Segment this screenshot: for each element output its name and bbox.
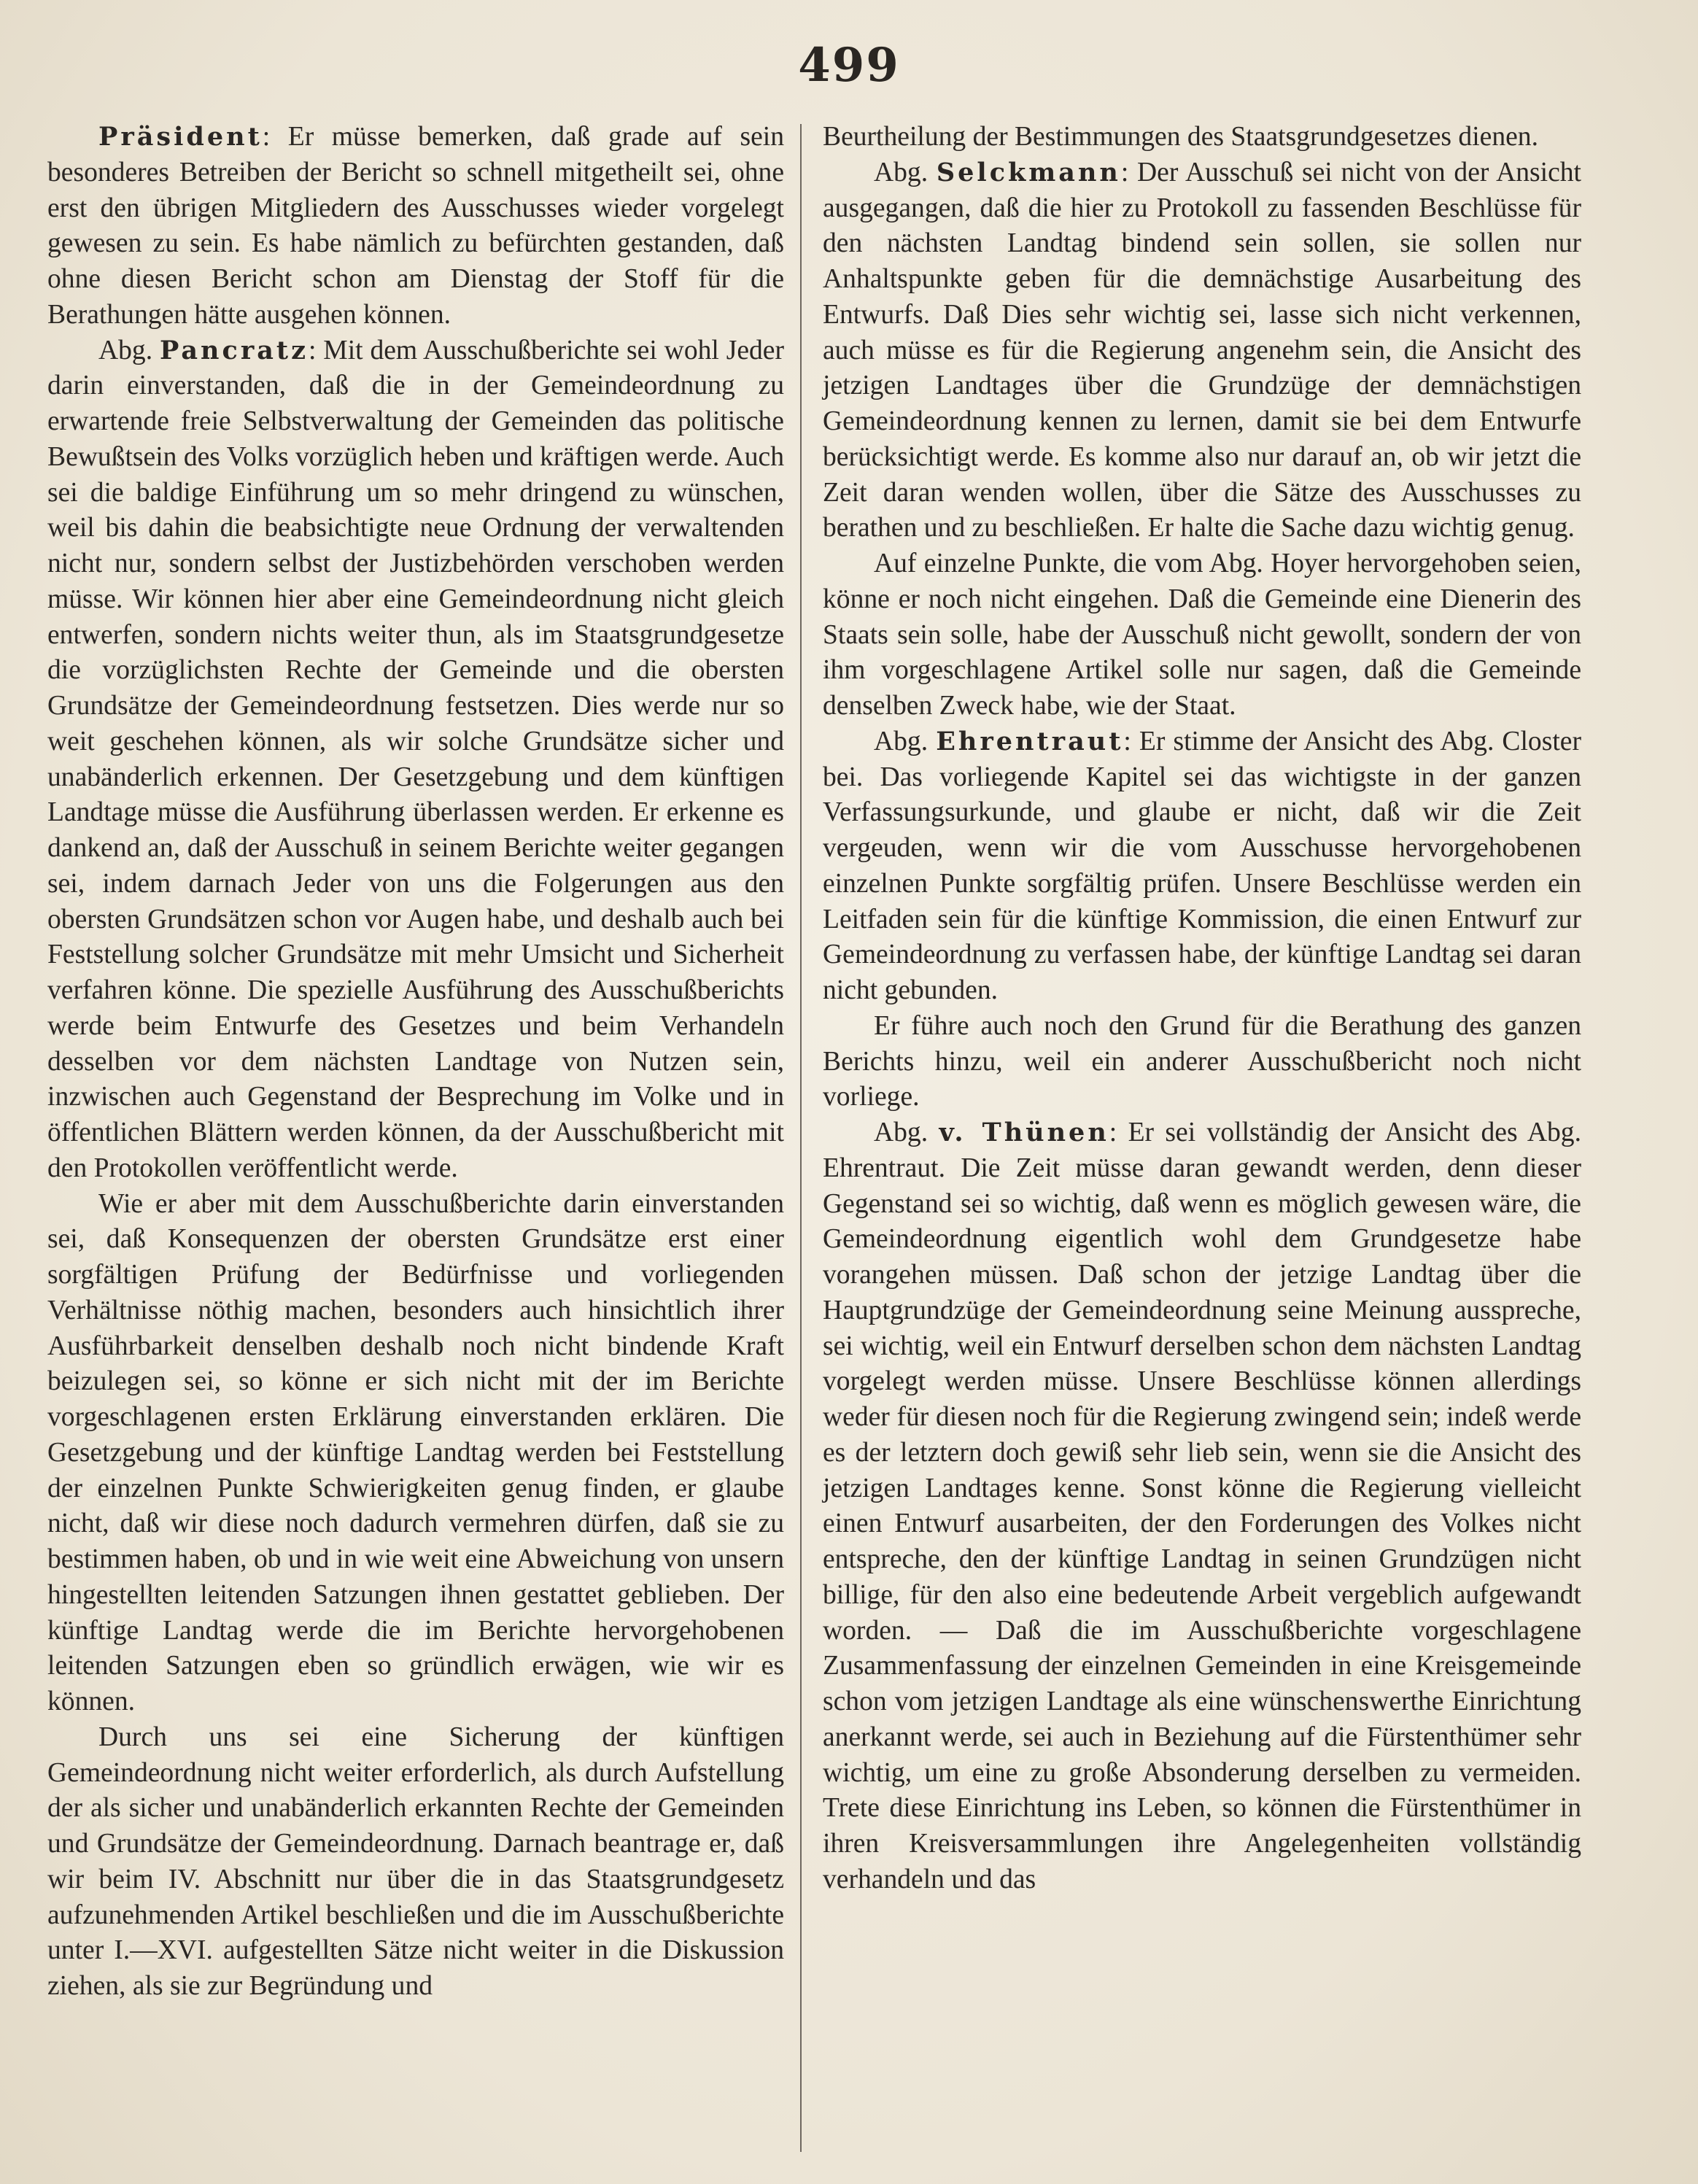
paragraph-selckmann — [823, 155, 1581, 546]
page-number: 499 — [798, 38, 900, 93]
paragraph-text: : Er sei vollständig der Ansicht des Abg. Ehrentraut. Die Zeit müsse daran gewandt werden, denn dieser Gegenstand sei so wichtig, daß wenn es möglich gewesen wäre, die Gemeindeordnung eigentlich wohl dem Grundgesetze habe vorangehen müssen. Daß schon der jetzige Landtag über die Hauptgrundzüge der Gemeindeordnung seine Meinung ausspreche, sei wichtig, weil ein Entwurf derselben schon dem nächsten Landtag vorgelegt werden müsse. Unsere Beschlüsse können allerdings weder für diesen noch für die Regierung zwingend sein; indeß werde es der letztern doch gewiß sehr lieb sein, wenn sie die Ansicht des jetzigen Landtages kenne. Sonst könne die Regierung vielleicht einen Entwurf ausarbeiten, der den Forderungen des Volkes nicht entspreche, den der künftige Landtag in seinen Grundzügen nicht billige, für den also eine bedeutende Arbeit vergeblich aufgewandt worden. — Daß die im Ausschußberichte vorgeschlagene Zusammenfassung der einzelnen Gemeinden in eine Kreisgemeinde schon vom jetzigen Landtage als eine wünschenswerthe Einrichtung anerkannt werde, sei auch in Beziehung auf die Fürstenthümer sehr wichtig, um eine zu große Absonderung derselben zu vermeiden. Trete diese Einrichtung ins Leben, so können die Fürstenthümer in ihren Kreisversammlungen ihre Angelegenheiten vollständig verhandeln und das — [823, 1118, 1581, 1894]
right-column — [823, 120, 1581, 1898]
paragraph-text: : Mit dem Ausschußberichte sei wohl Jeder darin einverstanden, daß die in der Gemeindeordnung zu erwartende freie Selbstverwaltung der Gemeinden das politische Bewußtsein des Volks vorzüglich heben und kräftigen werde. Auch sei die baldige Einführung um so mehr dringend zu wünschen, weil bis dahin die beabsichtigte neue Ordnung der verwaltenden nicht nur, sondern selbst der Justizbehörden verschoben werden müsse. Wir können hier aber eine Gemeindeordnung nicht gleich entwerfen, sondern nichts weiter thun, als im Staatsgrundgesetze die vorzüglichsten Rechte der Gemeinde und die obersten Grundsätze der Gemeindeordnung festsetzen. Dies werde nur so weit geschehen können, als wir solche Grundsätze sicher und unabänderlich erkennen. Der Gesetzgebung und dem künftigen Landtage müsse die Ausführung überlassen werden. Er erkenne es dankend an, daß der Ausschuß in seinem Berichte weiter gegangen sei, indem darnach Jeder von uns die Folgerungen aus den obersten Grundsätzen schon vor Augen habe, und deshalb auch bei Feststellung solcher Grundsätze mit mehr Umsicht und Sicherheit verfahren könne. Die spezielle Ausführung des Ausschußberichts werde beim Entwurfe des Gesetzes und beim Verhandeln desselben vor dem nächsten Landtage von Nutzen sein, inzwischen auch Gegenstand der Besprechung im Volke und in öffentlichen Blättern werden können, da der Ausschußbericht mit den Protokollen veröffentlicht werde. — [47, 335, 784, 1183]
paragraph: Auf einzelne Punkte, die vom Abg. Hoyer hervorgehoben seien, könne er noch nicht eingehen. Daß die Gemeinde eine Dienerin des Staats sein solle, habe der Ausschuß nicht gewollt, sondern der von ihm vorgeschlagene Artikel solle nur sagen, daß die Gemeinde denselben Zweck habe, wie der Staat. — [823, 549, 1581, 721]
speaker-prefix: Abg. — [98, 335, 153, 365]
paragraph: Wie er aber mit dem Ausschußberichte darin einverstanden sei, daß Konsequenzen der obersten Grundsätze erst einer sorgfältigen Prüfung der Bedürfnisse und vorliegenden Verhältnisse nöthig machen, besonders auch hinsichtlich ihrer Ausführbarkeit denselben deshalb noch nicht bindende Kraft beizulegen sei, so könne er sich nicht mit der im Berichte vorgeschlagenen ersten Erklärung einverstanden erklären. Die Gesetzgebung und der künftige Landtag werden bei Feststellung der einzelnen Punkte Schwierigkeiten genug finden, er glaube nicht, daß wir diese noch dadurch vermehren dürfen, daß sie zu bestimmen haben, ob und in wie weit eine Abweichung von unsern hingestellten leitenden Satzungen ihnen gestattet geblieben. Der künftige Landtag werde die im Berichte hervorgehobenen leitenden Satzungen eben so gründlich erwägen, wie wir es können. — [47, 1188, 784, 1716]
paragraph-text: : Er stimme der Ansicht des Abg. Closter bei. Das vorliegende Kapitel sei das wichtigste in der ganzen Verfassungsurkunde, und glaube er nicht, daß wir die Zeit vergeuden, wenn wir die vom Ausschusse hervorgehobenen einzelnen Punkte sorgfältig prüfen. Unsere Beschlüsse werden ein Leitfaden sein für die künftige Kommission, die einen Entwurf zur Gemeindeordnung zu verfassen habe, der künftige Landtag sei daran nicht gebunden. — [823, 726, 1581, 1005]
speaker-prefix: Abg. — [874, 157, 929, 187]
paragraph-pancratz — [47, 333, 784, 1187]
paragraph-ehrentraut — [823, 724, 1581, 1009]
column-divider — [800, 124, 802, 2152]
paragraph: Er führe auch noch den Grund für die Berathung des ganzen Berichts hinzu, weil ein anderer Ausschußbericht noch nicht vorliege. — [823, 1010, 1581, 1112]
speaker-prefix: Abg. — [874, 726, 929, 756]
left-column — [47, 120, 784, 2005]
speaker-prefix: Abg. — [874, 1118, 929, 1147]
paragraph-praesident — [47, 120, 784, 333]
paragraph-thuenen — [823, 1115, 1581, 1898]
paragraph: Durch uns sei eine Sicherung der künftigen Gemeindeordnung nicht weiter erforderlich, als durch Aufstellung der als sicher und unabänderlich erkannten Rechte der Gemeinden und Grundsätze der Gemeindeordnung. Darnach beantrage er, daß wir beim IV. Abschnitt nur über die in das Staatsgrundgesetz aufzunehmenden Artikel beschließen und die im Ausschußberichte unter I.—XVI. aufgestellten Sätze nicht weiter in die Diskussion ziehen, als sie zur Begründung und — [47, 1722, 784, 2001]
paragraph-text: : Er müsse bemerken, daß grade auf sein besonderes Betreiben der Bericht so schnell mitgetheilt sei, ohne erst den übrigen Mitgliedern des Ausschusses wieder vorgelegt gewesen zu sein. Es habe nämlich zu befürchten gestanden, daß ohne diesen Bericht schon am Dienstag der Stoff für die Berathungen hätte ausgehen können. — [47, 122, 784, 330]
paragraph-continuation: Beurtheilung der Bestimmungen des Staatsgrundgesetzes dienen. — [823, 122, 1538, 152]
speaker-name: Präsident — [98, 122, 263, 152]
speaker-name: v. Thünen — [939, 1118, 1109, 1147]
speaker-name: Ehrentraut — [936, 726, 1124, 756]
speaker-name: Selckmann — [936, 157, 1121, 187]
paragraph-text: : Der Ausschuß sei nicht von der Ansicht ausgegangen, daß die hier zu Protokoll zu fassenden Beschlüsse für den nächsten Landtag bindend sein sollen, sie sollen nur Anhaltspunkte geben für die demnächstige Ausarbeitung des Entwurfs. Daß Dies sehr wichtig sei, lasse sich nicht verkennen, auch müsse es für die Regierung angenehm sein, die Ansicht des jetzigen Landtages über die Grundzüge der demnächstigen Gemeindeordnung kennen zu lernen, damit sie bei dem Entwurfe berücksichtigt werde. Es komme also nur darauf an, ob wir jetzt die Zeit daran wenden wollen, über die Sätze des Ausschusses zu berathen und zu beschließen. Er halte die Sache dazu wichtig genug. — [823, 157, 1581, 543]
speaker-name: Pancratz — [160, 335, 309, 365]
